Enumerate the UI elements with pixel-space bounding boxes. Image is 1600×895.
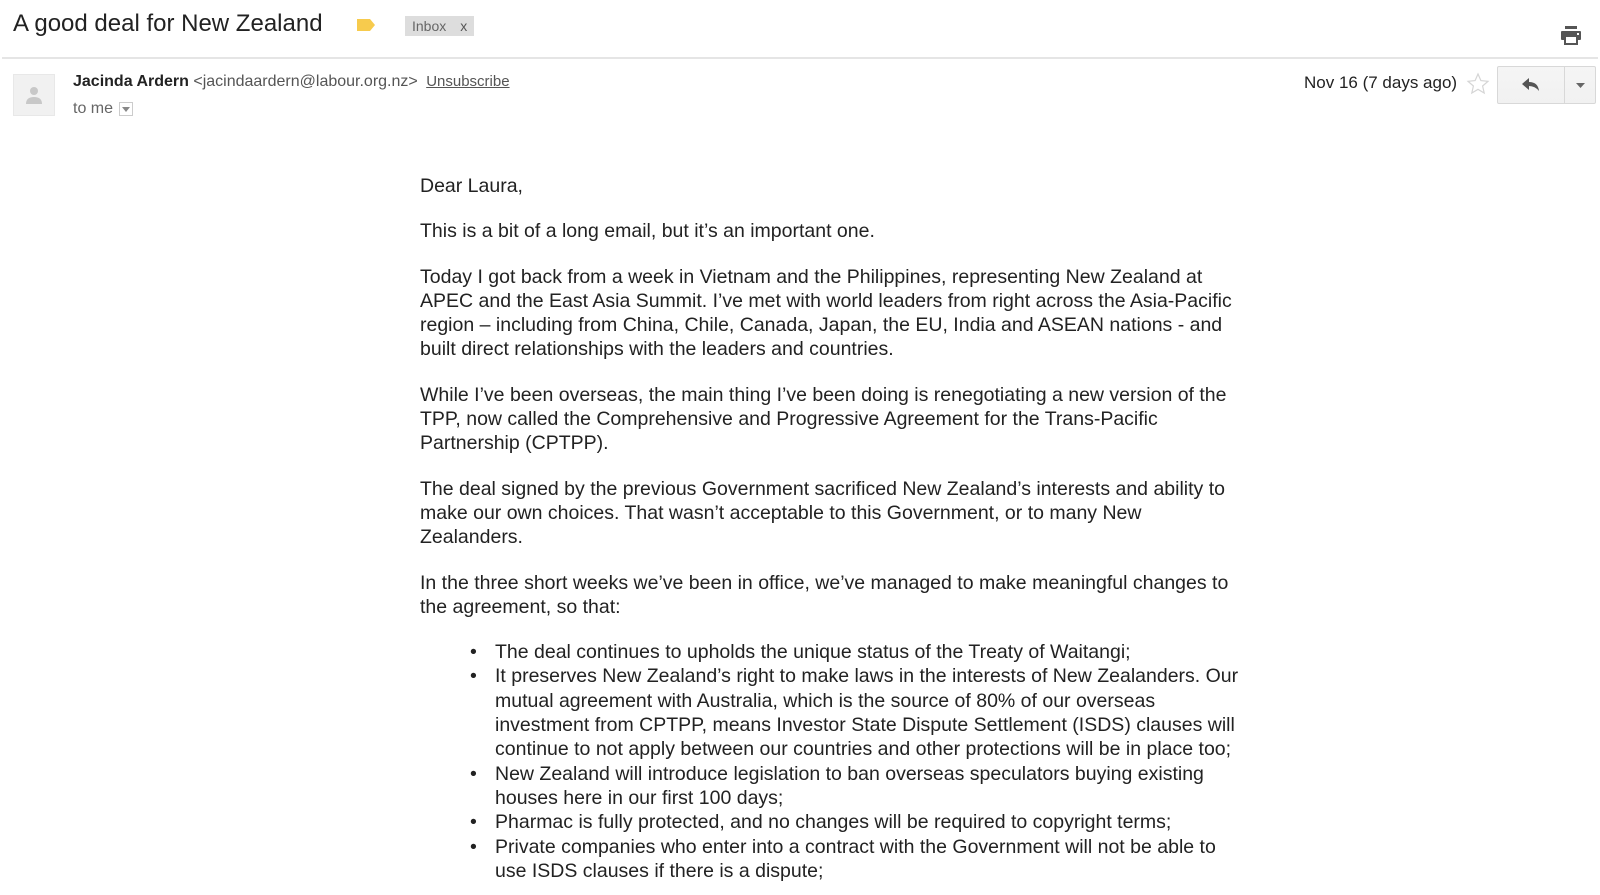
paragraph: In the three short weeks we’ve been in office, we’ve managed to make meaningful changes to the agreement, so that: bbox=[420, 571, 1229, 618]
person-icon bbox=[25, 85, 43, 105]
star-icon[interactable] bbox=[1466, 72, 1490, 96]
print-icon[interactable] bbox=[1560, 25, 1582, 45]
email-header bbox=[0, 0, 1600, 58]
show-details-button[interactable] bbox=[119, 102, 133, 116]
greeting: Dear Laura, bbox=[420, 175, 523, 197]
list-item: • The deal continues to upholds the unique status of the Treaty of Waitangi; bbox=[495, 640, 1240, 664]
paragraph: Today I got back from a week in Vietnam and the Philippines, representing New Zealand at APEC and the East Asia Summit. I’ve met with world leaders from right across the Asia-Pacific region – including from China, Chile, Canada, Japan, the EU, India and ASEAN nations - and built direct relationships with the leaders and countries. bbox=[420, 265, 1232, 361]
unsubscribe-link[interactable]: Unsubscribe bbox=[426, 73, 510, 90]
label-tag-icon[interactable] bbox=[356, 18, 376, 32]
list-item: • New Zealand will introduce legislation to ban overseas speculators buying existing houses here in our first 100 days; bbox=[495, 762, 1240, 811]
header-divider bbox=[2, 57, 1598, 59]
message-date: Nov 16 (7 days ago) bbox=[1304, 73, 1458, 92]
inbox-label-chip bbox=[405, 16, 474, 36]
sender-email: <jacindaardern@labour.org.nz> bbox=[193, 73, 418, 90]
paragraph: This is a bit of a long email, but it’s an important one. bbox=[420, 220, 875, 243]
list-item: • Pharmac is fully protected, and no changes will be required to copyright terms; bbox=[495, 810, 1240, 834]
reply-button[interactable] bbox=[1498, 67, 1565, 103]
caret-down-icon bbox=[122, 107, 130, 112]
sender-line bbox=[73, 73, 510, 91]
recipient-line bbox=[73, 100, 133, 118]
email-body bbox=[420, 174, 1240, 883]
changes-list bbox=[495, 640, 1240, 883]
paragraph: While I’ve been overseas, the main thing I’ve been doing is renegotiating a new version of the TPP, now called the Comprehensive and Progressive Agreement for the Trans-Pacific Partnership (CPTPP). bbox=[420, 383, 1227, 455]
reply-button-group bbox=[1497, 66, 1596, 104]
sender-name[interactable]: Jacinda Ardern bbox=[73, 73, 189, 90]
chevron-down-icon bbox=[1576, 83, 1585, 88]
avatar[interactable] bbox=[13, 74, 55, 116]
recipient-label: to me bbox=[73, 100, 114, 117]
list-item: • Private companies who enter into a contract with the Government will not be able to use ISDS clauses if there is a dispute; bbox=[495, 835, 1240, 884]
email-subject: A good deal for New Zealand bbox=[13, 10, 323, 37]
remove-label-button[interactable]: x bbox=[460, 18, 468, 34]
reply-icon bbox=[1522, 78, 1540, 92]
paragraph: The deal signed by the previous Government sacrificed New Zealand’s interests and ability to make our own choices. That wasn’t acceptable to this Government, or to many New Zealanders. bbox=[420, 477, 1225, 549]
list-item: • It preserves New Zealand’s right to make laws in the interests of New Zealanders. Our mutual agreement with Australia, which is the source of 80% of our overseas investment from CPTPP, means Investor State Dispute Settlement (ISDS) clauses will continue to not apply between our countries and other protections will be in place too; bbox=[495, 664, 1240, 761]
more-options-button[interactable] bbox=[1565, 67, 1595, 103]
inbox-label: Inbox bbox=[412, 18, 447, 34]
